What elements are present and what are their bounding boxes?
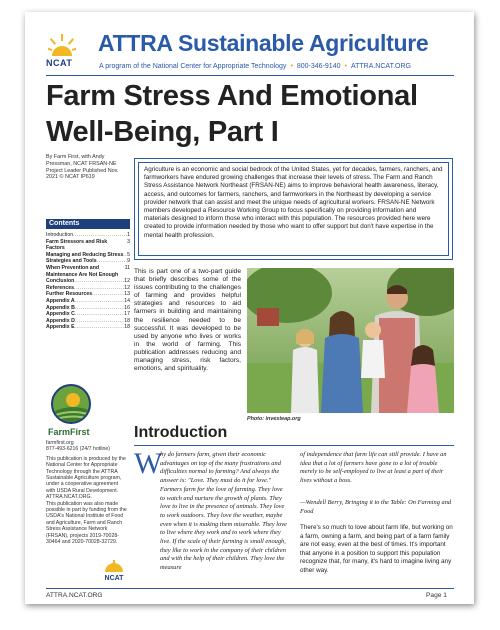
toc-item-label: References: [46, 284, 74, 291]
toc-item-label: When Prevention and Maintenance Are Not Enough: [46, 264, 119, 278]
toc-item[interactable]: [46, 285, 130, 292]
toc-item-page: 18: [124, 317, 130, 324]
toc-item-page: 5: [127, 251, 130, 258]
toc-item[interactable]: [46, 232, 130, 239]
toc-item-page: 12: [124, 284, 130, 291]
toc-leader-dots: [74, 278, 124, 285]
farmfirst-logo-icon: [51, 384, 91, 424]
toc-item[interactable]: [46, 252, 130, 259]
section-heading: Introduction: [134, 424, 228, 441]
toc-item[interactable]: [46, 298, 130, 305]
toc-item-label: Strategies and Tools: [46, 258, 97, 265]
document-page: [25, 12, 474, 604]
toc-item[interactable]: [46, 239, 130, 252]
toc-item-page: 11: [124, 264, 130, 271]
body-paragraph: There's so much to love about farm life, but working on a farm, owning a farm, and being part of a farm family are not easy, even at the best of times. It's important that anyone in a position to support this population recognize that, for many, it's hard to imagine living any other way.: [300, 524, 453, 574]
contents-heading: Contents: [46, 219, 130, 229]
toc-item-label: Appendix C: [46, 311, 75, 318]
toc-item-label: Appendix D: [46, 317, 75, 324]
toc-item-label: Conclusion: [46, 278, 75, 285]
page-number: Page 1: [426, 592, 447, 599]
overview-paragraph: This is part one of a two-part guide that briefly describes some of the issues contributing to the challenges of farming and provides helpful strategies and resources to aid farmers in building and maintaining the resilience needed to be successful. It was developed to be used by anyone who lives or works in the world of farming. This publication addresses reducing and managing stress, risk factors, emotions, and spirituality.: [134, 268, 241, 373]
toc-item-page: 13: [124, 291, 130, 298]
toc-leader-dots: [74, 285, 124, 292]
toc-item[interactable]: [46, 258, 130, 265]
toc-item-label: Appendix E: [46, 324, 75, 331]
toc-leader-dots: [75, 298, 125, 305]
document-title: Farm Stress And Emotional Well-Being, Part I: [46, 80, 418, 148]
drop-cap: W: [134, 447, 163, 480]
farmfirst-hotline: 877-493-6216 (24/7 hotline): [46, 446, 111, 453]
toc-item[interactable]: [46, 305, 130, 312]
phone-number: 800-346-9140: [296, 63, 341, 70]
toc-leader-dots: [73, 232, 127, 239]
family-photo: [247, 268, 454, 413]
photo-caption: Photo: investeap.org: [247, 416, 301, 422]
farmfirst-name: FarmFirst: [48, 427, 90, 437]
toc-item-page: 3: [127, 238, 130, 245]
toc-item-page: 16: [124, 304, 130, 311]
toc-leader-dots: [75, 305, 124, 312]
toc-item-page: 18: [124, 324, 130, 331]
toc-leader-dots: [97, 258, 127, 265]
footer-divider: [46, 588, 454, 589]
intro-quote-column-2: of independence that farm life can still provide. I have an idea that a lot of farmers have gone to a lot of trouble merely to be self-employed to live at least a part of their lives without a boss.: [300, 451, 447, 485]
byline: By Farm First, with Andy Pressman, NCAT FRSAN-NE Project Leader Published Nov. 2021 © NCAT IP619: [46, 154, 119, 181]
intro-quote-column-1: [134, 447, 287, 573]
brand-title: ATTRA Sustainable Agriculture: [98, 30, 429, 56]
separator-dot: •: [344, 63, 347, 70]
toc-item[interactable]: [46, 291, 130, 298]
funding-note-2: This publication was also made possible in part by funding from the USDA's National Institute of Food and Agriculture, Farm and Ranch Stress Assistance Network (FRSAN), projects 2019-70028-30464 and 2020-70028-32729.: [46, 500, 127, 546]
toc-item[interactable]: [46, 324, 130, 331]
ncat-footer-logo-icon: [102, 559, 126, 581]
intro-quote-text: hy do farmers farm, given their economic advantages on top of the many frustrations and difficulties normal to farming? And always the answer is: "Love. They must do it for love." Farmers farm for the love of farming. They love to watch and nurture the growth of plants. They love to live in the presence of animals. They love to work outdoors. They love the weather, maybe even when it is making them miserable. They love to live where they work and to work where they live. If the scale of their farming is small enough, they like to work in the company of their children and with the help of their children. They love the measure: [160, 451, 287, 572]
toc-item[interactable]: [46, 318, 130, 325]
toc-item-label: Appendix B: [46, 304, 75, 311]
toc-leader-dots: [92, 291, 124, 298]
quote-attribution: —Wendell Berry, Bringing it to the Table: On Farming and Food: [300, 499, 452, 515]
toc-item[interactable]: [46, 265, 130, 278]
toc-item-label: Appendix A: [46, 297, 75, 304]
toc-item-page: 9: [127, 258, 130, 265]
toc-item[interactable]: [46, 278, 130, 285]
toc-item-page: 14: [124, 297, 130, 304]
toc-item-page: 12: [124, 278, 130, 285]
farmfirst-info: [46, 440, 128, 546]
toc-item-label: Farm Stressors and Risk Factors: [46, 238, 108, 252]
table-of-contents: [46, 232, 130, 331]
ncat-footer-logo-text: NCAT: [104, 575, 124, 581]
toc-leader-dots: [75, 318, 124, 325]
separator-dot: •: [290, 63, 293, 70]
header-url-link[interactable]: ATTRA.NCAT.ORG: [350, 63, 411, 70]
farmfirst-website-link[interactable]: farmfirst.org: [46, 440, 74, 446]
toc-item-page: 17: [124, 311, 130, 318]
toc-item-label: Managing and Reducing Stress: [46, 251, 124, 258]
section-divider: [134, 445, 454, 446]
toc-leader-dots: [75, 311, 124, 318]
funding-note: This publication is produced by the National Center for Appropriate Technology through the ATTRA Sustainable Agriculture program, under a cooperative agreement with USDA Rural Development. ATTRA.NCAT.ORG.: [46, 455, 126, 501]
tagline: [99, 63, 411, 70]
ncat-sun-logo-icon: [48, 34, 76, 58]
toc-item-label: Further Resources: [46, 291, 93, 298]
intro-box: Agriculture is an economic and social bedrock of the United States, yet for decades, farmers, ranchers, and farmworkers have endured growing challenges that increase their levels of stress. The Farm and Ranch Stress Assistance Network Northeast (FRSAN-NE) aims to improve behavioral health awareness, literacy, access, and outcomes for farmers, ranchers, and farmworkers in the Northeast by developing a service provider network that can assist and meet the unique needs of agricultural workers. FRSAN-NE Network members developed a Resource Working Group to focus specifically on providing information and materials designed to inform those who interact with this population. The resources provided here were created to provide information needed by those who want to offer support but don't have expertise in the mental health profession.: [138, 162, 449, 256]
toc-item-page: 1: [127, 232, 130, 238]
toc-leader-dots: [75, 324, 125, 331]
toc-item-label: Introduction: [46, 232, 74, 238]
toc-item[interactable]: [46, 311, 130, 318]
ncat-logo-text: NCAT: [46, 58, 73, 68]
header-divider: [46, 75, 454, 76]
footer-url-link[interactable]: ATTRA.NCAT.ORG: [46, 592, 103, 599]
tagline-text: A program of the National Center for Appropriate Technology: [99, 63, 287, 70]
